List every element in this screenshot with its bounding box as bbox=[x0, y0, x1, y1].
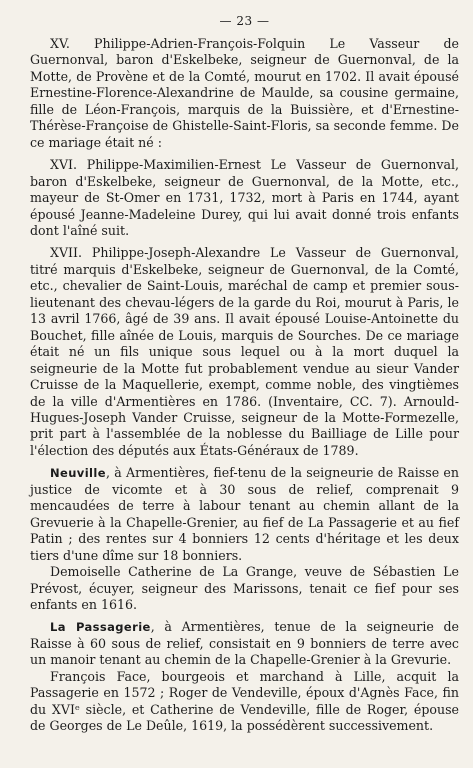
entry-heading-la-passagerie: La Passagerie bbox=[50, 620, 151, 635]
paragraph-la-passagerie-text: , à Armentières, tenue de la seigneurie de Raisse à 60 sous de relief, consistait en 9 bonniers de terre avec un manoir tenant au chemin de la Chapelle-Grenier à la Grevurie. bbox=[30, 619, 459, 668]
page-number: — 23 — bbox=[219, 14, 270, 28]
entry-heading-neuville: Neuville bbox=[50, 466, 106, 481]
paragraph-neuville-text: , à Armentières, fief-tenu de la seigneurie de Raisse en justice de vicomte et à 30 sous de relief, comprenait 9 mencaudées de terre à labour tenant au chemin allant de la Grevuerie à la Chapelle-Grenier, au fief de La Passagerie et au fief Patin ; des rentes sur 4 bonniers 12 cents d'héritage et les deux tiers d'une dîme sur 18 bonniers. bbox=[30, 465, 459, 563]
paragraph-neuville bbox=[30, 465, 459, 564]
paragraph-la-passagerie bbox=[30, 619, 459, 668]
paragraph-francois-face: François Face, bourgeois et marchand à Lille, acquit la Passagerie en 1572 ; Roger de Vendeville, époux d'Agnès Face, fin du XVIᵉ siècle, et Catherine de Vendeville, fille de Roger, épouse de Georges de Le Deûle, 1619, la possédèrent successivement. bbox=[30, 668, 459, 734]
paragraph-catherine-de-la-grange: Demoiselle Catherine de La Grange, veuve de Sébastien Le Prévost, écuyer, seigneur des Marissons, tenait ce fief pour ses enfants en 1616. bbox=[30, 564, 459, 612]
paragraph-xv: XV. Philippe-Adrien-François-Folquin Le Vasseur de Guernonval, baron d'Eskelbeke, seigneur de Guernonval, de la Motte, de Provène et de la Comté, mourut en 1702. Il avait épousé Ernestine-Florence-Alexandrine de Maulde, sa cousine germaine, fille de Léon-François, marquis de la Buissière, et d'Ernestine-Thérèse-Françoise de Ghistelle-Saint-Floris, sa seconde femme. De ce mariage était né : bbox=[30, 36, 459, 150]
paragraph-xvi: XVI. Philippe-Maximilien-Ernest Le Vasseur de Guernonval, baron d'Eskelbeke, seigneur de Guernonval, de la Motte, etc., mayeur de St-Omer en 1731, 1732, mort à Paris en 1744, ayant épousé Jeanne-Madeleine Durey, qui lui avait donné trois enfants dont l'aîné suit. bbox=[30, 157, 459, 238]
paragraph-xvii: XVII. Philippe-Joseph-Alexandre Le Vasseur de Guernonval, titré marquis d'Eskelbeke, seigneur de Guernonval, de la Comté, etc., chevalier de Saint-Louis, maréchal de camp et premier sous-lieutenant des chevau-légers de la garde du Roi, mourut à Paris, le 13 avril 1766, âgé de 39 ans. Il avait épousé Louise-Antoinette du Bouchet, fille aînée de Louis, marquis de Sourches. De ce mariage était né un fils unique sous lequel ou à la mort duquel la seigneurie de la Motte fut probablement vendue au sieur Vander Cruisse de la Maquellerie, exempt, comme noble, des vingtièmes de la ville d'Armentières en 1786. (Inventaire, CC. 7). Arnould-Hugues-Joseph Vander Cruisse, seigneur de la Motte-Formezelle, prit part à l'assemblée de la noblesse du Bailliage de Lille pour l'élection des députés aux États-Généraux de 1789. bbox=[30, 245, 459, 458]
